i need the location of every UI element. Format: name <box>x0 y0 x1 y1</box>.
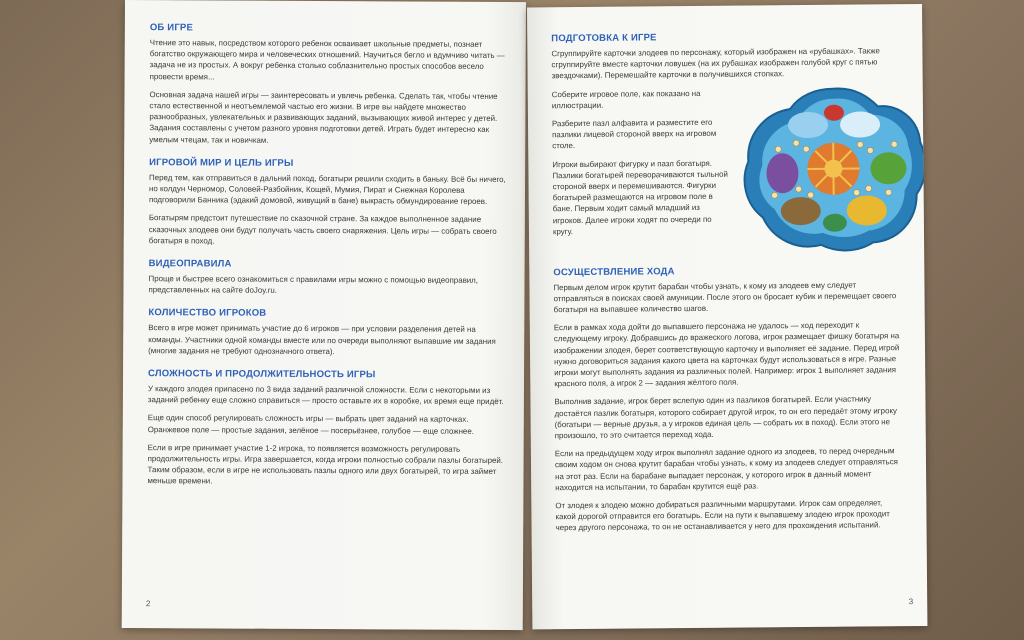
right-page <box>527 4 927 629</box>
right-page-content <box>551 30 904 546</box>
section-title: СЛОЖНОСТЬ И ПРОДОЛЖИТЕЛЬНОСТЬ ИГРЫ <box>148 368 376 381</box>
paragraph: Всего в игре может принимать участие до 6 игроков — при условии разделения детей на команды. Участники одной команды вместе или по очереди выполняют выпавшие им задания (многие задания не требуют однозначного ответа). <box>148 323 496 356</box>
paragraph: Сгруппируйте карточки злодеев по персонажу, который изображен на «рубашках». Также сгруппируйте вместе карточки ловушек (на их рубашках изображен голубой круг с пятью звездочками). Перемешайте карточки в получившихся стопках. <box>551 46 880 81</box>
preparation-steps <box>552 87 731 244</box>
section-world-goal <box>149 157 507 248</box>
section-video-rules <box>148 258 506 297</box>
page-number: 2 <box>145 599 151 609</box>
section-about <box>149 22 508 147</box>
paragraph: Если на предыдущем ходу игрок выполнял задание одного из злодеев, то перед очередным своим ходом он снова крутит барабан чтобы узнать, к кому из злодеев следует отправляться на этот раз. Если на барабане выпадает персонаж, у которого игрок в данный момент находится на испытании, то барабан крутится ещё раз. <box>554 446 898 493</box>
left-page <box>122 0 526 630</box>
section-title: ПОДГОТОВКА К ИГРЕ <box>551 32 657 45</box>
game-board-illustration <box>738 84 928 256</box>
paragraph: Основная задача нашей игры — заинтересовать и увлечь ребенка. Сделать так, чтобы чтение стало естественной и неотъемлемой частью его жизни. В игре вы найдете множество разнообразных, увлекательных и развивающих заданий, вызывающих живой интерес у детей. Задания составлены с учетом разного уровня подготовки детей. Играть будет интересно как умелым чтецам, так и новичкам. <box>149 89 498 145</box>
section-difficulty <box>147 368 506 488</box>
section-title: КОЛИЧЕСТВО ИГРОКОВ <box>148 307 267 320</box>
section-title: ОСУЩЕСТВЛЕНИЕ ХОДА <box>553 265 675 278</box>
paragraph: Первым делом игрок крутит барабан чтобы узнать, к кому из злодеев ему следует отправляться в поисках своей амуниции. После этого он бросает кубик и перемещает своего богатыря на выпавшее количество шагов. <box>553 280 897 315</box>
paragraph: Чтение это навык, посредством которого ребенок осваивает школьные предметы, познает богатство окружающего мира и человеческих отношений. Научиться бегло и вдумчиво читать — задача не из простых. А вокруг ребенка столько соблазнительно простых способов весело провести время... <box>149 38 505 82</box>
section-title: ОБ ИГРЕ <box>149 22 194 34</box>
section-preparation <box>551 30 902 261</box>
page-number: 3 <box>908 597 914 607</box>
paragraph: У каждого злодея припасено по 3 вида заданий различной сложности. Если с некоторыми из заданий ребенку еще сложно справиться — просто оставьте их в коробке, их время еще придёт. <box>147 384 504 407</box>
section-title: ИГРОВОЙ МИР И ЦЕЛЬ ИГРЫ <box>149 156 294 169</box>
left-page-content <box>147 22 507 501</box>
paragraph: Разберите пазл алфавита и разместите его пазлики лицевой стороной вверх на игровом столе. <box>551 117 717 151</box>
section-title: ВИДЕОПРАВИЛА <box>148 258 232 270</box>
paragraph: От злодея к злодею можно добираться различными маршрутами. Игрок сам определяет, какой дорогой отправится его богатырь. Если на пути к выпавшему злодею игрок проходит через другого персонажа, то он не останавливается у него для прохождения испытаний. <box>555 498 890 533</box>
section-player-count <box>148 308 506 358</box>
paragraph: Перед тем, как отправиться в дальний поход, богатыри решили сходить в баньку. Всё бы ничего, но колдун Черномор, Соловей-Разбойник, Кощей, Мумия, Пират и Снежная Королева подговорили Банника (эдакий домовой, живущий в бане) выкрасть обмундирование героев. <box>148 172 506 207</box>
paragraph: Проще и быстрее всего ознакомиться с правилами игры можно с помощью видеоправил, представленных на сайте doJoy.ru. <box>148 274 479 296</box>
paragraph: Соберите игровое поле, как показано на иллюстрации. <box>551 88 701 111</box>
paragraph: Если в игре принимает участие 1-2 игрока, то появляется возможность регулировать продолжительность игры. Игра завершается, когда игроки полностью собрали пазлы богатырей. Таким образом, если в игре не использовать пазлы одного или двух богатырей, то игра займет меньше времени. <box>147 442 504 486</box>
preparation-row <box>552 86 902 261</box>
paragraph: Если в рамках хода дойти до выпавшего персонажа не удалось — ход переходит к следующему игроку. Добравшись до вражеского логова, игрок размещает фишку богатыря на изображении злодея, берет соответствующую карточку и выполняет её задание. Перед игрой нужно договориться задания какого цвета на карточках будут использоваться в игре. Разные игроки могут выполнять задания из различных полей. Например: игрок 1 выполняет задания красного поля, а игрок 2 — задания жёлтого поля. <box>553 320 900 389</box>
paragraph: Игроки выбирают фигурку и пазл богатыря. Пазлики богатырей переворачиваются тыльной стороной вверх и перемешиваются. Фигурки богатырей размещаются на игровом поле в бане. Первым ходит самый младший из игроков. Далее игроки ходят по очереди по кругу. <box>552 158 728 237</box>
paragraph: Выполнив задание, игрок берет вслепую один из пазликов богатырей. Если участнику достаётся пазлик богатыря, которого собирает другой игрок, то он его передаёт этому игроку (богатыри — верные друзья, а у игроков единая цель — собрать их в поход). Если этого не произошло, то это считается переход хода. <box>554 394 897 441</box>
paragraph: Богатырям предстоит путешествие по сказочной стране. За каждое выполненное задание сказочных злодеев они будут получать часть своего снаряжения. Цель игры — собрать своего богатыря в поход. <box>148 213 497 246</box>
section-turn <box>553 264 904 534</box>
paragraph: Еще один способ регулировать сложность игры — выбрать цвет заданий на карточках. Оранжевое поле — простые задания, зелёное — посерьёзнее, голубое — еще сложнее. <box>147 413 474 436</box>
